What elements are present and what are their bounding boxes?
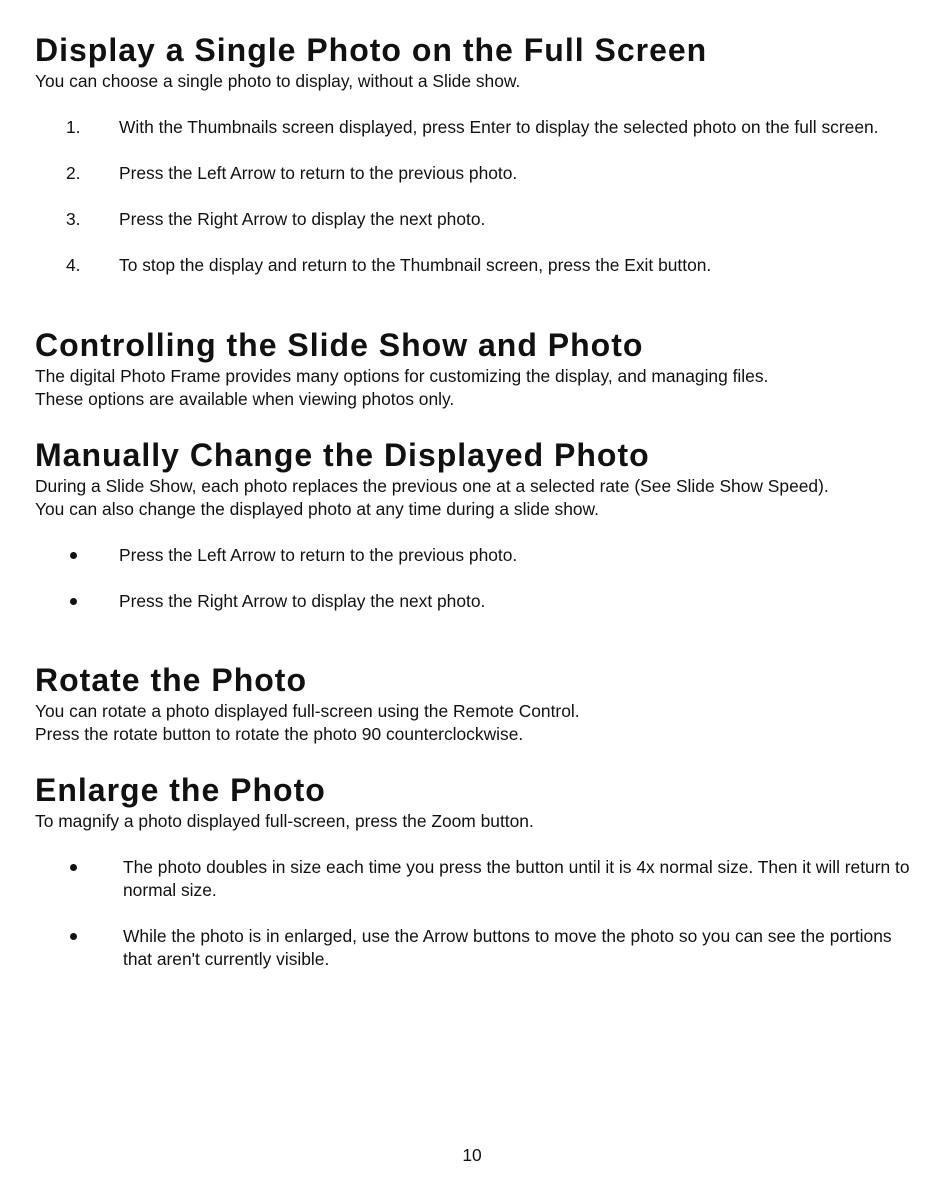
paragraph-line: You can also change the displayed photo at any time during a slide show.: [35, 499, 599, 519]
bullet-list: [35, 544, 915, 613]
section-heading: Rotate the Photo: [35, 662, 307, 698]
step-text: To stop the display and return to the Thumbnail screen, press the Exit button.: [119, 255, 712, 275]
section-heading: Display a Single Photo on the Full Screen: [35, 32, 708, 68]
step-number: 3.: [66, 209, 81, 229]
step-number: 1.: [66, 117, 81, 137]
bullet-text: The photo doubles in size each time you press the button until it is 4x normal size. Then it will return to normal size.: [123, 857, 910, 900]
bullet-dot-icon: [70, 864, 77, 871]
paragraph-line: To magnify a photo displayed full-screen, press the Zoom button.: [35, 811, 534, 831]
step-item: [35, 116, 915, 139]
bullet-dot-icon: [70, 598, 77, 605]
paragraph-line: The digital Photo Frame provides many options for customizing the display, and managing files.: [35, 366, 769, 386]
step-text: With the Thumbnails screen displayed, press Enter to display the selected photo on the full screen.: [119, 117, 879, 137]
steps-list: [35, 116, 915, 277]
bullet-dot-icon: [70, 552, 77, 559]
section-controlling-slide-show: [35, 325, 915, 411]
paragraph-line: You can rotate a photo displayed full-screen using the Remote Control.: [35, 701, 580, 721]
section-single-photo: [35, 30, 915, 277]
bullet-item: [35, 544, 915, 567]
section-rotate: [35, 660, 915, 746]
section-heading: Manually Change the Displayed Photo: [35, 437, 650, 473]
step-item: [35, 208, 915, 231]
bullet-text: While the photo is in enlarged, use the Arrow buttons to move the photo so you can see the portions that aren't currently visible.: [123, 926, 892, 969]
bullet-item: [35, 925, 915, 971]
step-text: Press the Left Arrow to return to the previous photo.: [119, 163, 518, 183]
bullet-item: [35, 590, 915, 613]
paragraph-line: Press the rotate button to rotate the photo 90 counterclockwise.: [35, 724, 524, 744]
bullet-text: Press the Left Arrow to return to the previous photo.: [119, 545, 518, 565]
section-manually-change: [35, 435, 915, 613]
page-number: 10: [462, 1145, 482, 1165]
section-heading: Enlarge the Photo: [35, 772, 326, 808]
step-text: Press the Right Arrow to display the next photo.: [119, 209, 486, 229]
step-number: 4.: [66, 255, 81, 275]
bullet-item: [35, 856, 915, 902]
paragraph-line: These options are available when viewing photos only.: [35, 389, 455, 409]
paragraph-line: During a Slide Show, each photo replaces the previous one at a selected rate (See Slide Show Speed).: [35, 476, 829, 496]
step-number: 2.: [66, 163, 81, 183]
bullet-list: [35, 856, 915, 971]
section-heading: Controlling the Slide Show and Photo: [35, 327, 644, 363]
step-item: [35, 254, 915, 277]
step-item: [35, 162, 915, 185]
section-intro: You can choose a single photo to display, without a Slide show.: [35, 71, 521, 91]
bullet-dot-icon: [70, 933, 77, 940]
bullet-text: Press the Right Arrow to display the next photo.: [119, 591, 486, 611]
section-enlarge: [35, 770, 915, 971]
